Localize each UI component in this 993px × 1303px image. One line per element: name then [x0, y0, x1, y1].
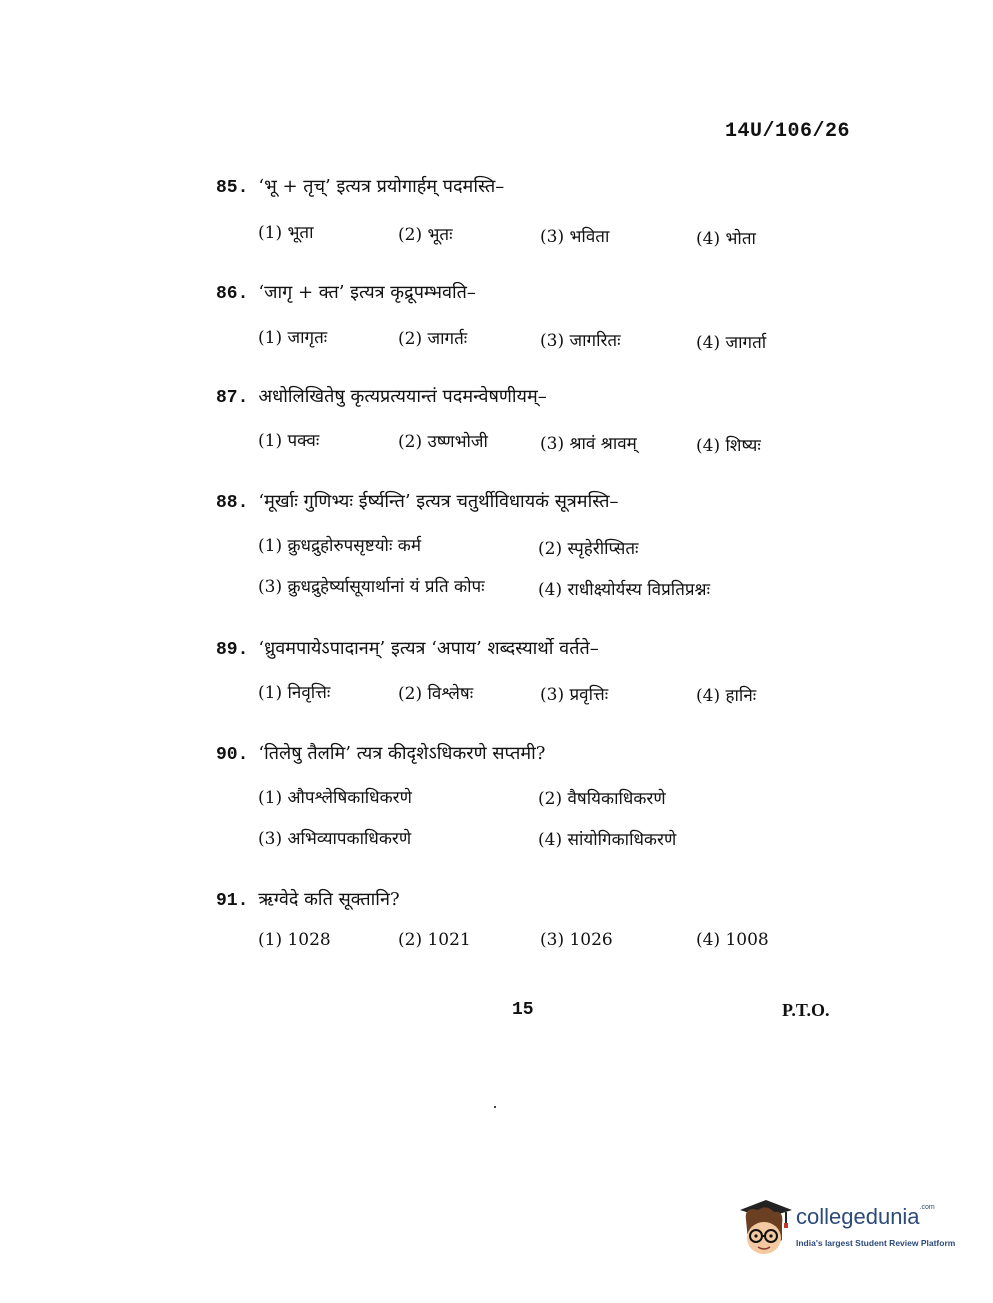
option: (1) निवृत्तिः: [258, 683, 331, 703]
option: (1) 1028: [258, 930, 331, 950]
option: (3) श्रावं श्रावम्: [540, 434, 637, 454]
option: (2) स्पृहेरीप्सितः: [538, 539, 639, 559]
scan-speck: [494, 1106, 496, 1108]
question-number: 85.: [216, 178, 249, 198]
option: (2) उष्णभोजी: [398, 432, 488, 452]
collegedunia-logo[interactable]: [736, 1196, 964, 1260]
option: (2) वैषयिकाधिकरणे: [538, 789, 666, 809]
question-90: [216, 741, 545, 765]
option: (2) भूतः: [398, 225, 453, 245]
pto-label: P.T.O.: [782, 1000, 830, 1020]
option: (1) क्रुधद्रुहोरुपसृष्टयोः कर्म: [258, 536, 422, 556]
question-88: [216, 489, 619, 513]
question-text: ‘मूर्खाः गुणिभ्यः ईर्ष्यन्ति’ इत्यत्र चतुर्थीविधायकं सूत्रमस्ति–: [258, 491, 619, 512]
option: (4) जागर्ता: [696, 333, 767, 353]
option: (2) जागर्तः: [398, 329, 468, 349]
option: (1) पक्वः: [258, 431, 320, 451]
option: (1) जागृतः: [258, 328, 328, 348]
question-number: 88.: [216, 493, 249, 513]
option: (3) 1026: [540, 930, 613, 950]
question-number: 87.: [216, 388, 249, 408]
question-text: ‘भू + तृच्’ इत्यत्र प्रयोगार्हम् पदमस्ति–: [258, 176, 505, 197]
question-number: 91.: [216, 891, 249, 911]
option: (4) 1008: [696, 930, 769, 950]
question-number: 90.: [216, 745, 249, 765]
option: (4) शिष्यः: [696, 436, 761, 456]
option: (3) भविता: [540, 227, 610, 247]
option: (4) सांयोगिकाधिकरणे: [538, 830, 677, 850]
paper-code: 14U/106/26: [725, 120, 851, 143]
student-mascot-icon: [736, 1196, 794, 1260]
option: (1) औपश्लेषिकाधिकरणे: [258, 788, 412, 808]
question-85: [216, 174, 504, 198]
option: (3) क्रुधद्रुहेर्ष्यासूयार्थानां यं प्रति कोपः: [258, 577, 485, 597]
question-text: ‘जागृ + क्त’ इत्यत्र कृद्रूपम्भवति–: [258, 282, 476, 303]
question-91: [216, 887, 400, 911]
option: (3) अभिव्यापकाधिकरणे: [258, 829, 412, 849]
option: (3) जागरितः: [540, 331, 621, 351]
question-87: [216, 384, 547, 408]
brand-name: collegedunia$^{.com}$: [796, 1204, 935, 1229]
brand-tagline: India's largest Student Review Platform: [796, 1238, 956, 1248]
option: (2) विश्लेषः: [398, 684, 474, 704]
question-89: [216, 636, 599, 660]
option: (2) 1021: [398, 930, 471, 950]
option: (1) भूता: [258, 223, 314, 243]
question-86: [216, 280, 476, 304]
option: (4) राधीक्ष्योर्यस्य विप्रतिप्रश्नः: [538, 580, 711, 600]
question-number: 89.: [216, 640, 249, 660]
question-text: ‘तिलेषु तैलमि’ त्यत्र कीदृशेऽधिकरणे सप्तमी?: [258, 743, 546, 764]
page-number: 15: [512, 1000, 534, 1020]
option: (4) हानिः: [696, 686, 757, 706]
option: (3) प्रवृत्तिः: [540, 685, 609, 705]
question-number: 86.: [216, 284, 249, 304]
question-text: ‘ध्रुवमपायेऽपादानम्’ इत्यत्र ‘अपाय’ शब्दस्यार्थो वर्तते–: [258, 638, 599, 659]
question-text: ऋग्वेदे कति सूक्तानि?: [258, 889, 400, 910]
question-text: अधोलिखितेषु कृत्यप्रत्ययान्तं पदमन्वेषणीयम्–: [258, 386, 547, 407]
option: (4) भोता: [696, 229, 756, 249]
